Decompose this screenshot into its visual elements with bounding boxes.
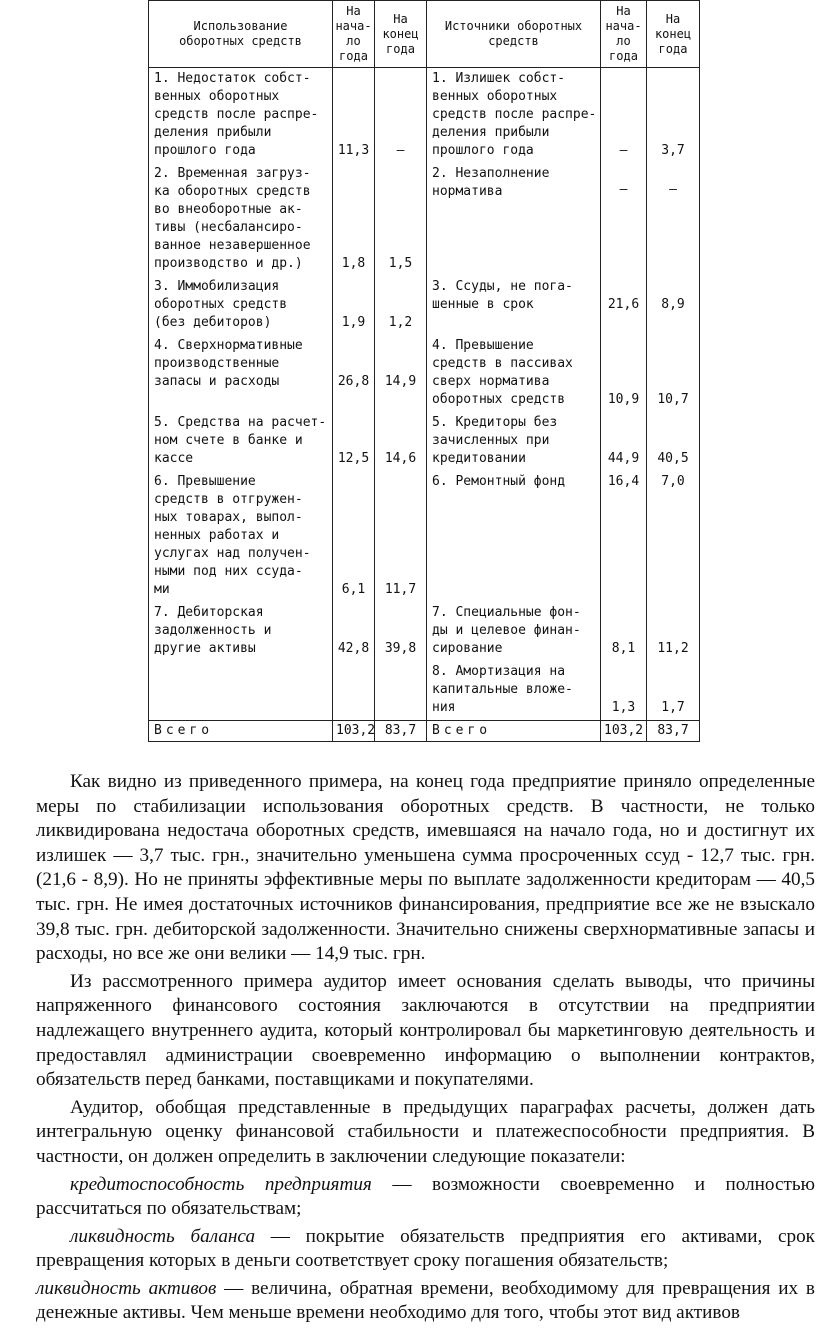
definition-text: — покрытие обязательств предприятия его активами, срок превращения которых в деньги соответствует сроку погашения обязательств; <box>36 1225 815 1272</box>
definition-text: — величина, обратная времени, веобходимому для превращения их в денежные активы. Чем меньше времени необходимо для того, чтобы этот вид активов <box>36 1277 815 1324</box>
source-start-value: 10,9 <box>601 335 647 412</box>
use-end-value: — <box>375 68 427 164</box>
use-item <box>149 661 333 721</box>
use-start-value: 12,5 <box>333 412 375 471</box>
use-end-value: 11,7 <box>375 471 427 602</box>
total-source-start: 103,2 <box>601 721 647 742</box>
table-row <box>149 661 700 721</box>
total-source-end: 83,7 <box>647 721 700 742</box>
total-use-end: 83,7 <box>375 721 427 742</box>
source-end-value: 10,7 <box>647 335 700 412</box>
paragraph: Аудитор, обобщая представленные в предыдущих параграфах расчеты, должен дать интегральную оценку финансовой стабильности и платежеспособности предприятия. В частности, он должен определить в заключении следующие показатели: <box>36 1096 815 1167</box>
use-item: 5. Средства на расчет- ном счете в банке и кассе <box>149 412 333 471</box>
use-start-value: 26,8 <box>333 335 375 412</box>
source-start-value: — <box>601 68 647 164</box>
source-item: 7. Специальные фон- ды и целевое финан- сирование <box>427 602 601 661</box>
use-end-value <box>375 661 427 721</box>
source-item: 6. Ремонтный фонд <box>427 471 601 602</box>
table-row <box>149 68 700 164</box>
definition-creditworthiness <box>36 1173 815 1222</box>
table-row <box>149 471 700 602</box>
source-item: 1. Излишек собст- венных оборотных средств после распре- деления прибыли прошлого года <box>427 68 601 164</box>
source-item: 4. Превышение средств в пассивах сверх норматива оборотных средств <box>427 335 601 412</box>
source-end-value: — <box>647 163 700 276</box>
source-item: 8. Амортизация на капитальные вложе- ния <box>427 661 601 721</box>
use-item: 6. Превышение средств в отгружен- ных товарах, выпол- ненных работах и услугах над получен- ными под них ссуда- ми <box>149 471 333 602</box>
header-sources: Источники оборотных средств <box>427 1 601 68</box>
working-capital-table <box>148 0 700 742</box>
source-start-value: 1,3 <box>601 661 647 721</box>
paragraph: Из рассмотренного примера аудитор имеет основания сделать выводы, что причины напряженного финансового состояния заключаются в отсутствии на предприятии надлежащего внутреннего аудита, который контролировал бы маркетинговую деятельность и предоставлял администрации своевременно информацию о выполнении контрактов, обязательств перед банками, поставщиками и покупателями. <box>36 970 815 1091</box>
use-end-value: 14,6 <box>375 412 427 471</box>
source-start-value: 44,9 <box>601 412 647 471</box>
total-use-label: Всего <box>149 721 333 742</box>
source-end-value: 1,7 <box>647 661 700 721</box>
header-use-end: На конец года <box>375 1 427 68</box>
paragraph: Как видно из приведенного примера, на конец года предприятие приняло определенные меры по стабилизации использования оборотных средств. В частности, не только ликвидирована недостача оборотных средств, имевшаяся на начало года, но и достигнут их излишек — 3,7 тыс. грн., значительно уменьшена сумма просроченных ссуд - 12,7 тыс. грн. (21,6 - 8,9). Но не приняты эффективные меры по выплате задолженности кредиторам — 40,5 тыс. грн. Не имея достаточных источников финансирования, предприятие все же не взыскало 39,8 тыс. грн. дебиторской задолженности. Значительно снижены сверхнормативные запасы и расходы, но все же они велики — 14,9 тыс. грн. <box>36 771 815 965</box>
source-item: 3. Ссуды, не пога- шенные в срок <box>427 276 601 335</box>
use-end-value: 1,5 <box>375 163 427 276</box>
use-item: 7. Дебиторская задолженность и другие активы <box>149 602 333 661</box>
source-end-value: 8,9 <box>647 276 700 335</box>
source-end-value: 3,7 <box>647 68 700 164</box>
use-start-value: 42,8 <box>333 602 375 661</box>
term-creditworthiness: кредитоспособность предприятия <box>70 1173 372 1195</box>
table-total-row <box>149 721 700 742</box>
table-row <box>149 335 700 412</box>
source-item: 2. Незаполнение норматива <box>427 163 601 276</box>
source-start-value: 21,6 <box>601 276 647 335</box>
use-end-value: 14,9 <box>375 335 427 412</box>
use-item: 3. Иммобилизация оборотных средств (без дебиторов) <box>149 276 333 335</box>
source-item: 5. Кредиторы без зачисленных при кредитовании <box>427 412 601 471</box>
use-end-value: 39,8 <box>375 602 427 661</box>
table-header-row <box>149 1 700 68</box>
definition-text: — возможности своевременно и полностью рассчитаться по обязательствам; <box>36 1173 815 1220</box>
header-sources-end: На конец года <box>647 1 700 68</box>
definition-asset-liquidity <box>36 1277 815 1326</box>
use-start-value: 6,1 <box>333 471 375 602</box>
source-end-value: 40,5 <box>647 412 700 471</box>
use-end-value: 1,2 <box>375 276 427 335</box>
source-end-value: 7,0 <box>647 471 700 602</box>
table-row <box>149 163 700 276</box>
header-sources-start: На нача- ло года <box>601 1 647 68</box>
term-balance-liquidity: ликвидность баланса <box>70 1225 256 1247</box>
source-end-value: 11,2 <box>647 602 700 661</box>
table-row <box>149 276 700 335</box>
table-row <box>149 412 700 471</box>
use-start-value: 1,8 <box>333 163 375 276</box>
source-start-value: 8,1 <box>601 602 647 661</box>
funds-table-wrapper <box>148 0 699 742</box>
use-start-value: 11,3 <box>333 68 375 164</box>
use-start-value <box>333 661 375 721</box>
use-item: 4. Сверхнормативные производственные запасы и расходы <box>149 335 333 412</box>
header-use-start: На нача- ло года <box>333 1 375 68</box>
body-text <box>36 770 815 1329</box>
source-start-value: 16,4 <box>601 471 647 602</box>
use-item: 2. Временная загруз- ка оборотных средств во внеоборотные ак- тивы (несбалансиро- ванное незавершенное производство и др.) <box>149 163 333 276</box>
source-start-value: — <box>601 163 647 276</box>
header-use: Использование оборотных средств <box>149 1 333 68</box>
term-asset-liquidity: ликвидность активов <box>36 1277 217 1299</box>
total-use-start: 103,2 <box>333 721 375 742</box>
use-start-value: 1,9 <box>333 276 375 335</box>
table-row <box>149 602 700 661</box>
use-item: 1. Недостаток собст- венных оборотных средств после распре- деления прибыли прошлого года <box>149 68 333 164</box>
definition-balance-liquidity <box>36 1225 815 1274</box>
total-source-label: Всего <box>427 721 601 742</box>
